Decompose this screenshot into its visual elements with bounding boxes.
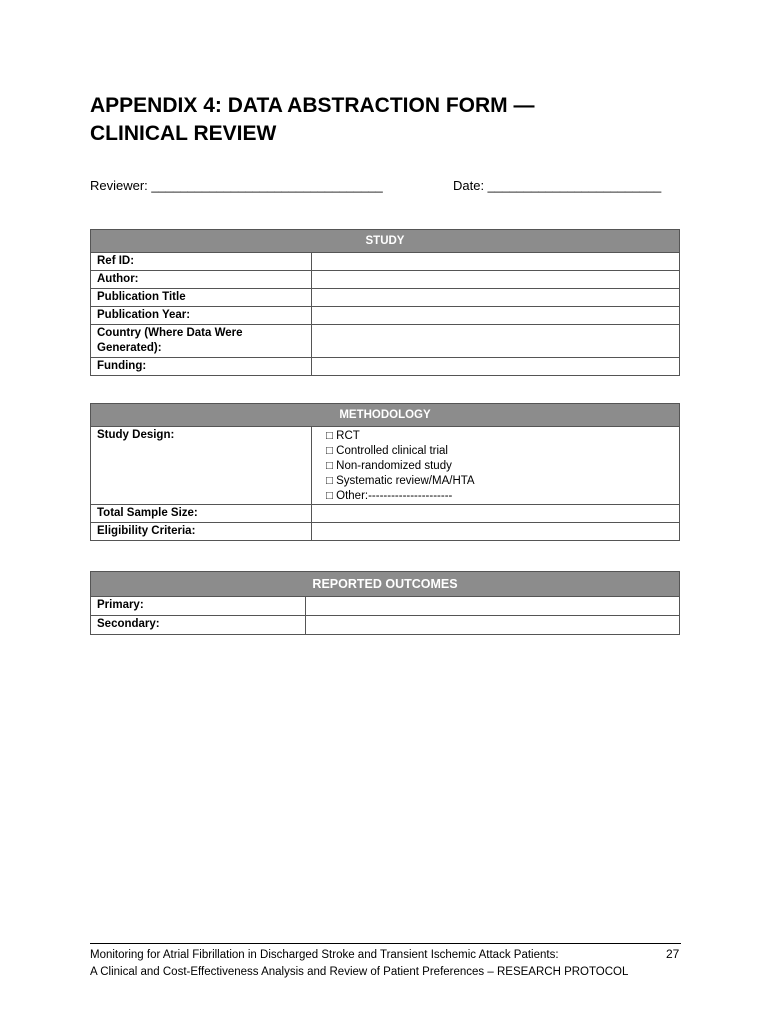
- page-title: [90, 92, 650, 148]
- title-line-2: CLINICAL REVIEW: [90, 122, 277, 145]
- secondary-outcome-label: Secondary:: [91, 616, 306, 635]
- eligibility-criteria-value-cell[interactable]: [312, 523, 680, 541]
- publication-year-label: Publication Year:: [91, 307, 312, 325]
- publication-title-value-cell[interactable]: [312, 289, 680, 307]
- country-label: [91, 325, 312, 358]
- option-non-randomized-study[interactable]: □ Non-randomized study: [326, 460, 452, 472]
- total-sample-size-value-cell[interactable]: [312, 505, 680, 523]
- footer-line-1: Monitoring for Atrial Fibrillation in Discharged Stroke and Transient Ischemic Attack Patients:: [90, 949, 559, 961]
- author-value-cell[interactable]: [312, 271, 680, 289]
- methodology-table: [90, 403, 680, 541]
- reviewer-field[interactable]: Reviewer: ________________________________: [90, 178, 383, 193]
- primary-outcome-label: Primary:: [91, 597, 306, 616]
- reported-outcomes-table: [90, 571, 680, 635]
- country-label-line-1: Country (Where Data Were: [97, 327, 243, 339]
- country-label-line-2: Generated):: [97, 342, 162, 354]
- date-field[interactable]: Date: ________________________: [453, 178, 662, 193]
- option-other[interactable]: □ Other:----------------------: [326, 490, 453, 502]
- option-rct[interactable]: □ RCT: [326, 430, 360, 442]
- title-line-1: APPENDIX 4: DATA ABSTRACTION FORM —: [90, 94, 535, 117]
- publication-title-label: Publication Title: [91, 289, 312, 307]
- ref-id-label: Ref ID:: [91, 253, 312, 271]
- study-header: STUDY: [91, 230, 680, 253]
- eligibility-criteria-label: Eligibility Criteria:: [91, 523, 312, 541]
- ref-id-value-cell[interactable]: [312, 253, 680, 271]
- total-sample-size-label: Total Sample Size:: [91, 505, 312, 523]
- publication-year-value-cell[interactable]: [312, 307, 680, 325]
- reported-outcomes-header: REPORTED OUTCOMES: [91, 572, 680, 597]
- funding-value-cell[interactable]: [312, 358, 680, 376]
- footer-divider: [90, 943, 681, 944]
- country-value-cell[interactable]: [312, 325, 680, 358]
- footer-line-2: A Clinical and Cost-Effectiveness Analysis and Review of Patient Preferences – RESEARCH PROTOCOL: [90, 966, 629, 978]
- funding-label: Funding:: [91, 358, 312, 376]
- page-number: 27: [666, 947, 680, 961]
- study-table: [90, 229, 680, 376]
- secondary-outcome-value-cell[interactable]: [306, 616, 680, 635]
- option-controlled-clinical-trial[interactable]: □ Controlled clinical trial: [326, 445, 448, 457]
- primary-outcome-value-cell[interactable]: [306, 597, 680, 616]
- study-design-label: Study Design:: [91, 427, 312, 505]
- author-label: Author:: [91, 271, 312, 289]
- option-systematic-review[interactable]: □ Systematic review/MA/HTA: [326, 475, 475, 487]
- study-design-options: [312, 427, 680, 505]
- methodology-header: METHODOLOGY: [91, 404, 680, 427]
- footer: [90, 947, 628, 981]
